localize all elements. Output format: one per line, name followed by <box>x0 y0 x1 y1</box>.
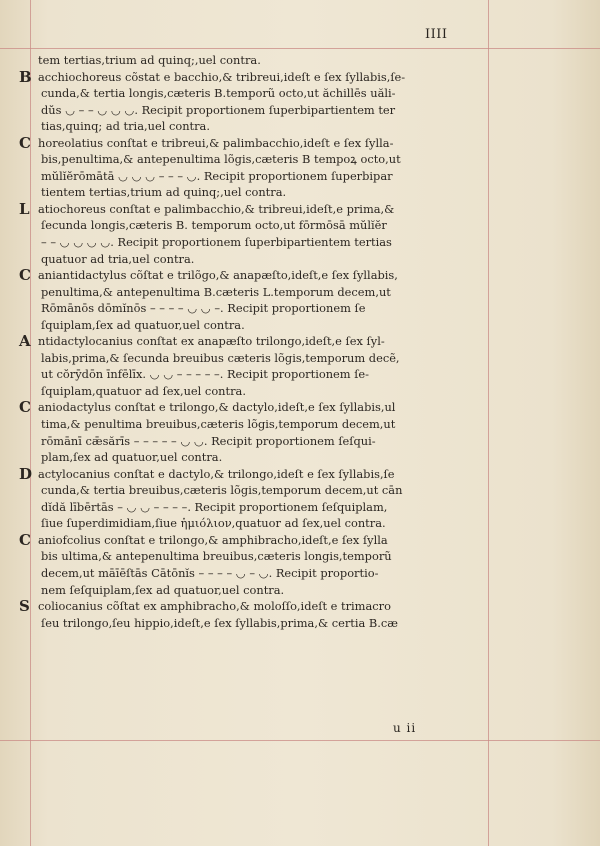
text-line: aniodactylus conſtat e trilongo,& dactylo,ideſt,e ſex ſyllabis,ul <box>38 400 396 415</box>
text-line: tima,& penultima breuibus,cæteris lõgis,temporum decem,ut <box>41 417 396 432</box>
text-line: plam,ſex ad quatuor,uel contra. <box>41 450 223 465</box>
text-line: dŭs ◡ – – ◡ ◡ ◡. Recipit proportionem ſuperbipartientem ter <box>41 102 396 117</box>
text-line: bis ultima,& antepenultima breuibus,cæteris longis,temporũ <box>41 549 392 564</box>
text-line: dĭdă lībērtās – ◡ ◡ – – – –. Recipit proportionem ſeſquiplam, <box>41 499 388 514</box>
body-text <box>19 52 488 631</box>
text-line: atiochoreus conſtat e palimbacchio,& tribreui,ideſt,e prima,& <box>38 201 395 216</box>
text-line: Rōmānōs dōmĭnōs – – – – ◡ ◡ –. Recipit proportionem ſe <box>41 301 366 316</box>
text-line: ſquiplam,quatuor ad ſex,uel contra. <box>41 383 246 398</box>
text-line: cunda,& tertia longis,cæteris B.temporũ octo,ut ăchillēs uăli- <box>41 86 396 101</box>
initial-letter: A <box>19 332 31 351</box>
text-line: cunda,& tertia breuibus,cæteris lõgis,temporum decem,ut cān <box>41 483 403 498</box>
text-line: horeolatius conſtat e tribreui,& palimbacchio,ideſt e ſex ſylla- <box>38 135 394 150</box>
text-line: ntidactylocanius conſtat ex anapæſto trilongo,ideſt,e ſex ſyl- <box>38 334 385 349</box>
text-line: quatuor ad tria,uel contra. <box>41 251 195 266</box>
text-line: tias,quinq; ad tria,uel contra. <box>41 119 210 134</box>
paragraph <box>19 332 488 399</box>
margin-rule-right <box>488 0 489 846</box>
margin-rule-top <box>0 48 600 49</box>
paragraph <box>19 199 488 267</box>
initial-letter: C <box>19 266 31 285</box>
text-line: actylocanius conſtat e dactylo,& trilongo,ideſt e ſex ſyllabis,ſe <box>38 466 395 481</box>
text-line: ſquiplam,ſex ad quatuor,uel contra. <box>41 317 245 332</box>
text-line: ſeu trilongo,ſeu hippio,ideſt,e ſex ſyllabis,prima,& certia B.cæ <box>41 615 398 630</box>
text-line: coliocanius cõſtat ex amphibracho,& moloſſo,ideſt e trimacro <box>38 599 391 614</box>
paragraph <box>19 67 488 135</box>
text-line: ſiue ſuperdimidiam,ſiue ἡμιόλιον,quatuor ad ſex,uel contra. <box>41 516 386 531</box>
paragraph <box>19 530 488 598</box>
initial-letter: C <box>19 530 31 549</box>
initial-letter: L <box>19 199 30 218</box>
initial-letter: B <box>19 67 32 86</box>
margin-rule-left <box>30 0 31 846</box>
text-line: rōmānī cǣsărīs – – – – – ◡ ◡. Recipit proportionem ſeſqui- <box>41 433 376 448</box>
paragraph <box>19 398 488 465</box>
text-line: penultima,& antepenultima B.cæteris L.temporum decem,ut <box>41 284 391 299</box>
paragraph <box>19 266 488 333</box>
text-line: bis,penultima,& antepenultima lõgis,cæteris B tempoꝝ octo,ut <box>41 152 401 167</box>
initial-letter: S <box>19 597 30 616</box>
text-line: ſecunda longis,cæteris B. temporum octo,ut fōrmōsā mŭlĭĕr <box>41 218 387 233</box>
text-line: aniofcolius conſtat e trilongo,& amphibracho,ideſt,e ſex ſylla <box>38 532 388 547</box>
initial-letter: C <box>19 133 31 152</box>
text-line: – – ◡ ◡ ◡ ◡. Recipit proportionem ſuperbipartientem tertias <box>41 235 392 250</box>
text-line: decem,ut māīēſtās Cātōnĭs – – – – ◡ – ◡. Recipit proportio- <box>41 565 379 580</box>
signature-mark: u ii <box>393 721 417 735</box>
paragraph <box>19 133 488 201</box>
text-line: acchiochoreus cõstat e bacchio,& tribreui,ideſt e ſex ſyllabis,ſe- <box>38 69 406 84</box>
text-line: aniantidactylus cõſtat e trilõgo,& anapæſto,ideſt,e ſex ſyllabis, <box>38 268 398 283</box>
folio-number: IIII <box>425 27 448 42</box>
text-line: labis,prima,& ſecunda breuibus cæteris lõgis,temporum decẽ, <box>41 350 400 365</box>
text-line: tientem tertias,trium ad quinq;,uel contra. <box>41 185 287 200</box>
text-line: nem ſeſquiplam,ſex ad quatuor,uel contra. <box>41 582 285 597</box>
text-line: ut cŏrȳdōn īnfēlīx. ◡ ◡ – – – – –. Recipit proportionem ſe- <box>41 367 370 382</box>
initial-letter: C <box>19 398 31 417</box>
text-line: mŭlĭĕrōmātā ◡ ◡ ◡ – – – ◡. Recipit proportionem ſuperbipar <box>41 168 393 183</box>
paragraph <box>38 52 488 69</box>
text-line: tem tertias,trium ad quinq;,uel contra. <box>38 53 261 67</box>
paragraph <box>19 464 488 532</box>
margin-rule-bottom <box>0 740 600 741</box>
initial-letter: D <box>19 464 33 483</box>
paragraph <box>19 597 488 631</box>
